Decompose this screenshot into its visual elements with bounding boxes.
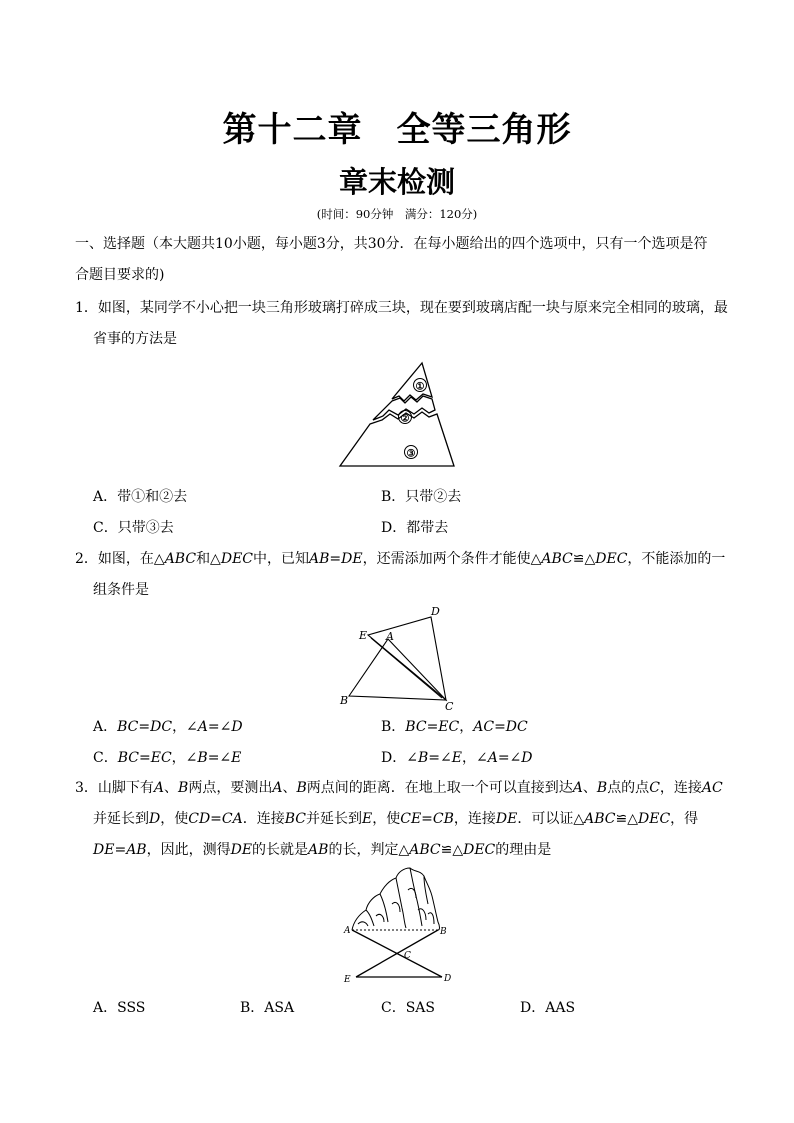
fig2-label-b: B <box>340 694 349 707</box>
fig2-label-d: D <box>431 605 440 618</box>
fig3-label-e: E <box>344 975 351 985</box>
fig1-label-2: ② <box>400 413 410 425</box>
segment-be <box>356 930 438 977</box>
q1-stem-line1: 1．如图，某同学不小心把一块三角形玻璃打碎成三块，现在要到玻璃店配一块与原来完全相同的玻璃，最 <box>75 300 728 316</box>
mountain-outline <box>352 868 440 930</box>
section-heading-line1: 一、选择题（本大题共10小题，每小题3分，共30分．在每小题给出的四个选项中，只有一个选项是符 <box>75 236 708 252</box>
q1-option-a[interactable]: A．带①和②去 <box>93 489 188 505</box>
fig3-label-d: D <box>444 974 452 984</box>
fig1-label-3: ③ <box>406 448 416 460</box>
fig3-label-b: B <box>440 927 447 937</box>
mountain-ridges <box>366 868 428 928</box>
q2-triangles-figure <box>336 602 458 712</box>
q2-option-d[interactable]: D．∠B=∠E，∠A=∠D <box>381 750 533 766</box>
triangle-abc <box>349 639 446 700</box>
q3-stem-line1: 3．山脚下有A、B两点，要测出A、B两点间的距离．在地上取一个可以直接到达A、B点的点C，连接AC <box>75 780 723 796</box>
q1-option-d[interactable]: D．都带去 <box>381 520 449 536</box>
fig1-label-1: ① <box>415 381 425 393</box>
fig2-label-a: A <box>386 630 394 643</box>
chapter-title <box>0 102 794 151</box>
q2-stem-line2: 组条件是 <box>93 582 149 598</box>
q1-option-b[interactable]: B．只带②去 <box>381 489 462 505</box>
q1-stem-line2: 省事的方法是 <box>93 331 177 347</box>
fig2-label-e: E <box>359 629 368 642</box>
q1-option-c[interactable]: C．只带③去 <box>93 520 174 536</box>
fig2-label-c: C <box>445 700 454 712</box>
q3-option-c[interactable]: C．SAS <box>381 1000 436 1016</box>
mountain-texture <box>358 888 434 926</box>
q2-option-c[interactable]: C．BC=EC，∠B=∠E <box>93 750 242 766</box>
q2-stem-line1: 2．如图，在△ABC和△DEC中，已知AB=DE，还需添加两个条件才能使△ABC≌△DEC，不能添加的一 <box>75 551 726 567</box>
chapter-topic: 全等三角形 <box>396 110 572 150</box>
fig3-label-a: A <box>344 926 351 936</box>
glass-piece-3 <box>340 412 454 466</box>
q3-stem-line3: DE=AB，因此，测得DE的长就是AB的长，判定△ABC≌△DEC的理由是 <box>93 842 552 858</box>
fig3-label-c: C <box>404 951 411 961</box>
q3-option-b[interactable]: B．ASA <box>240 1000 295 1016</box>
chapter-number: 第十二章 <box>222 110 363 150</box>
q1-broken-glass-figure <box>336 360 458 472</box>
q3-option-d[interactable]: D．AAS <box>520 1000 576 1016</box>
page-subtitle: 章末检测 <box>338 165 455 199</box>
exam-time-info: (时间：90分钟 满分：120分) <box>316 207 478 221</box>
q2-option-a[interactable]: A．BC=DC，∠A=∠D <box>93 719 243 735</box>
q3-stem-line2: 并延长到D，使CD=CA．连接BC并延长到E，使CE=CB，连接DE．可以证△ABC≌△DEC，得 <box>93 811 699 827</box>
inner-line <box>371 638 442 698</box>
q3-option-a[interactable]: A．SSS <box>93 1000 146 1016</box>
q2-option-b[interactable]: B．BC=EC，AC=DC <box>381 719 528 735</box>
q3-mountain-figure <box>340 864 455 989</box>
section-heading-line2: 合题目要求的) <box>75 267 165 283</box>
